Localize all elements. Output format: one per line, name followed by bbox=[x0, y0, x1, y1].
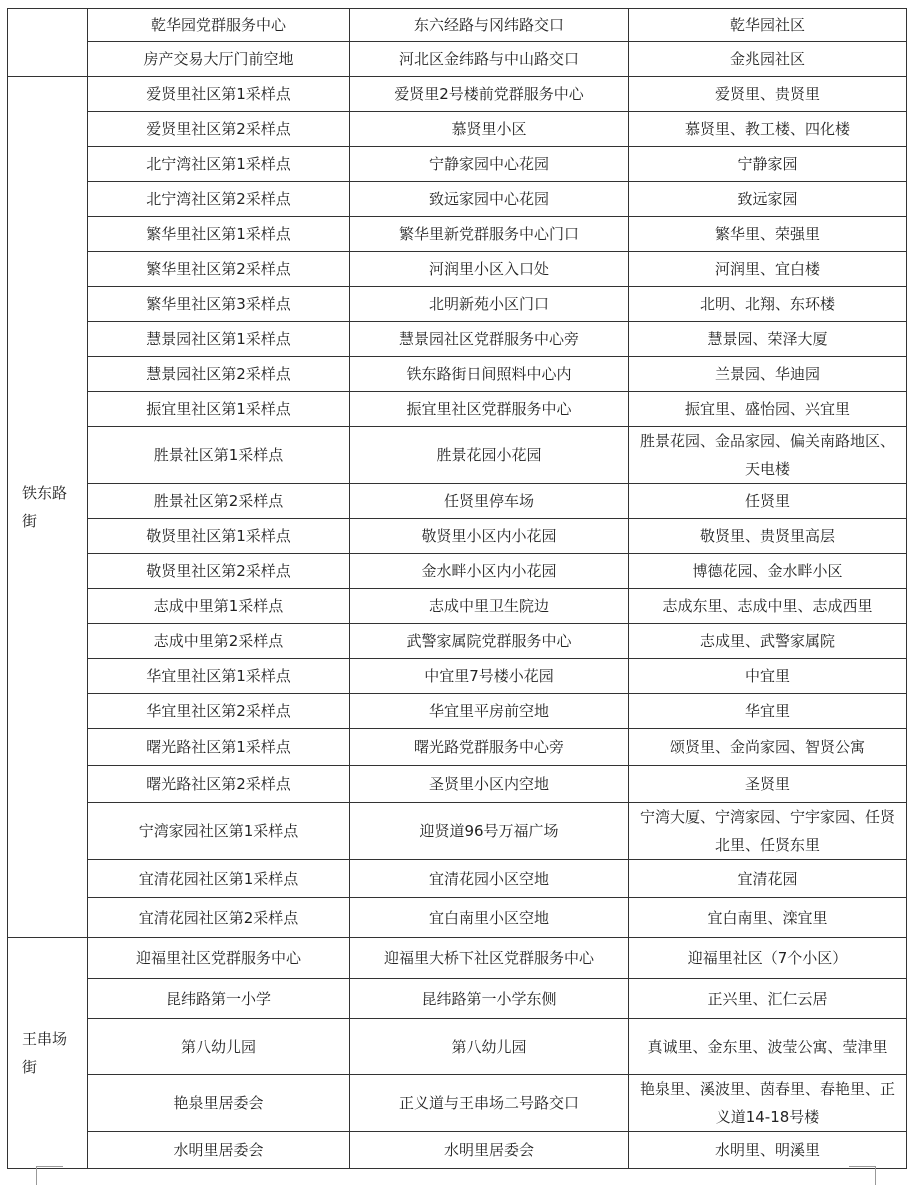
page-corner-mark-left bbox=[36, 1166, 63, 1185]
location-cell: 宁静家园中心花园 bbox=[350, 147, 629, 182]
coverage-area-cell: 中宜里 bbox=[629, 659, 907, 694]
table-row bbox=[8, 392, 907, 427]
table-row bbox=[8, 694, 907, 729]
location-cell: 金水畔小区内小花园 bbox=[350, 554, 629, 589]
location-cell: 宜白南里小区空地 bbox=[350, 898, 629, 938]
location-cell: 慧景园社区党群服务中心旁 bbox=[350, 322, 629, 357]
location-cell: 致远家园中心花园 bbox=[350, 182, 629, 217]
table-row bbox=[8, 1019, 907, 1075]
table-row bbox=[8, 624, 907, 659]
location-cell: 任贤里停车场 bbox=[350, 484, 629, 519]
table-row bbox=[8, 729, 907, 766]
sampling-point-cell: 华宜里社区第2采样点 bbox=[88, 694, 350, 729]
coverage-area-cell: 任贤里 bbox=[629, 484, 907, 519]
sampling-point-cell: 水明里居委会 bbox=[88, 1132, 350, 1169]
coverage-area-cell: 北明、北翔、东环楼 bbox=[629, 287, 907, 322]
sampling-point-cell: 敬贤里社区第2采样点 bbox=[88, 554, 350, 589]
sampling-point-cell: 繁华里社区第2采样点 bbox=[88, 252, 350, 287]
location-cell: 东六经路与冈纬路交口 bbox=[350, 9, 629, 42]
location-cell: 昆纬路第一小学东侧 bbox=[350, 979, 629, 1019]
coverage-area-cell: 圣贤里 bbox=[629, 766, 907, 803]
coverage-area-cell: 敬贤里、贵贤里高层 bbox=[629, 519, 907, 554]
coverage-area-cell: 爱贤里、贵贤里 bbox=[629, 77, 907, 112]
sampling-point-cell: 慧景园社区第2采样点 bbox=[88, 357, 350, 392]
table-row bbox=[8, 1075, 907, 1132]
location-cell: 繁华里新党群服务中心门口 bbox=[350, 217, 629, 252]
table-row bbox=[8, 766, 907, 803]
table-row bbox=[8, 898, 907, 938]
sampling-point-cell: 房产交易大厅门前空地 bbox=[88, 42, 350, 77]
coverage-area-cell: 宜清花园 bbox=[629, 860, 907, 898]
table-row bbox=[8, 322, 907, 357]
location-cell: 水明里居委会 bbox=[350, 1132, 629, 1169]
table-row bbox=[8, 427, 907, 484]
location-cell: 正义道与王串场二号路交口 bbox=[350, 1075, 629, 1132]
location-cell: 爱贤里2号楼前党群服务中心 bbox=[350, 77, 629, 112]
coverage-area-cell: 真诚里、金东里、波莹公寓、莹津里 bbox=[629, 1019, 907, 1075]
coverage-area-cell: 宜白南里、滦宜里 bbox=[629, 898, 907, 938]
sampling-point-cell: 艳泉里居委会 bbox=[88, 1075, 350, 1132]
table-row bbox=[8, 659, 907, 694]
location-cell: 慕贤里小区 bbox=[350, 112, 629, 147]
location-cell: 第八幼儿园 bbox=[350, 1019, 629, 1075]
page-corner-mark-right bbox=[849, 1166, 876, 1185]
table-row bbox=[8, 147, 907, 182]
table-row bbox=[8, 112, 907, 147]
sampling-point-cell: 华宜里社区第1采样点 bbox=[88, 659, 350, 694]
location-cell: 敬贤里小区内小花园 bbox=[350, 519, 629, 554]
street-name-cell-empty bbox=[8, 9, 88, 77]
coverage-area-cell: 志成里、武警家属院 bbox=[629, 624, 907, 659]
coverage-area-cell: 华宜里 bbox=[629, 694, 907, 729]
street-name-cell: 王串场街 bbox=[8, 938, 88, 1169]
location-cell: 迎贤道96号万福广场 bbox=[350, 803, 629, 860]
table-row bbox=[8, 287, 907, 322]
coverage-area-cell: 宁静家园 bbox=[629, 147, 907, 182]
coverage-area-cell: 颂贤里、金尚家园、智贤公寓 bbox=[629, 729, 907, 766]
sampling-sites-table bbox=[7, 8, 907, 1169]
location-cell: 宜清花园小区空地 bbox=[350, 860, 629, 898]
table-row bbox=[8, 979, 907, 1019]
sampling-point-cell: 爱贤里社区第2采样点 bbox=[88, 112, 350, 147]
table-row bbox=[8, 1132, 907, 1169]
coverage-area-cell: 志成东里、志成中里、志成西里 bbox=[629, 589, 907, 624]
coverage-area-cell: 胜景花园、金品家园、偏关南路地区、天电楼 bbox=[629, 427, 907, 484]
sampling-point-cell: 昆纬路第一小学 bbox=[88, 979, 350, 1019]
table-row bbox=[8, 803, 907, 860]
table-row bbox=[8, 357, 907, 392]
sampling-point-cell: 宁湾家园社区第1采样点 bbox=[88, 803, 350, 860]
sampling-point-cell: 志成中里第1采样点 bbox=[88, 589, 350, 624]
table-row bbox=[8, 9, 907, 42]
location-cell: 铁东路街日间照料中心内 bbox=[350, 357, 629, 392]
location-cell: 华宜里平房前空地 bbox=[350, 694, 629, 729]
sampling-point-cell: 胜景社区第2采样点 bbox=[88, 484, 350, 519]
coverage-area-cell: 繁华里、荣强里 bbox=[629, 217, 907, 252]
sampling-point-cell: 曙光路社区第2采样点 bbox=[88, 766, 350, 803]
coverage-area-cell: 河润里、宜白楼 bbox=[629, 252, 907, 287]
location-cell: 志成中里卫生院边 bbox=[350, 589, 629, 624]
location-cell: 北明新苑小区门口 bbox=[350, 287, 629, 322]
coverage-area-cell: 博德花园、金水畔小区 bbox=[629, 554, 907, 589]
location-cell: 武警家属院党群服务中心 bbox=[350, 624, 629, 659]
coverage-area-cell: 振宜里、盛怡园、兴宜里 bbox=[629, 392, 907, 427]
sampling-point-cell: 乾华园党群服务中心 bbox=[88, 9, 350, 42]
street-name-cell: 铁东路街 bbox=[8, 77, 88, 938]
coverage-area-cell: 乾华园社区 bbox=[629, 9, 907, 42]
coverage-area-cell: 水明里、明溪里 bbox=[629, 1132, 907, 1169]
sampling-point-cell: 胜景社区第1采样点 bbox=[88, 427, 350, 484]
sampling-point-cell: 第八幼儿园 bbox=[88, 1019, 350, 1075]
table-row bbox=[8, 252, 907, 287]
location-cell: 圣贤里小区内空地 bbox=[350, 766, 629, 803]
sampling-point-cell: 宜清花园社区第1采样点 bbox=[88, 860, 350, 898]
sampling-point-cell: 爱贤里社区第1采样点 bbox=[88, 77, 350, 112]
sampling-point-cell: 繁华里社区第1采样点 bbox=[88, 217, 350, 252]
table-row bbox=[8, 860, 907, 898]
table-row bbox=[8, 554, 907, 589]
location-cell: 胜景花园小花园 bbox=[350, 427, 629, 484]
sampling-point-cell: 北宁湾社区第2采样点 bbox=[88, 182, 350, 217]
location-cell: 振宜里社区党群服务中心 bbox=[350, 392, 629, 427]
table-row bbox=[8, 182, 907, 217]
coverage-area-cell: 艳泉里、溪波里、茵春里、春艳里、正义道14-18号楼 bbox=[629, 1075, 907, 1132]
location-cell: 迎福里大桥下社区党群服务中心 bbox=[350, 938, 629, 979]
coverage-area-cell: 宁湾大厦、宁湾家园、宁宇家园、任贤北里、任贤东里 bbox=[629, 803, 907, 860]
table-row bbox=[8, 589, 907, 624]
coverage-area-cell: 兰景园、华迪园 bbox=[629, 357, 907, 392]
location-cell: 曙光路党群服务中心旁 bbox=[350, 729, 629, 766]
sampling-point-cell: 迎福里社区党群服务中心 bbox=[88, 938, 350, 979]
sampling-point-cell: 志成中里第2采样点 bbox=[88, 624, 350, 659]
sampling-point-cell: 慧景园社区第1采样点 bbox=[88, 322, 350, 357]
coverage-area-cell: 慕贤里、教工楼、四化楼 bbox=[629, 112, 907, 147]
table-row bbox=[8, 42, 907, 77]
sampling-point-cell: 敬贤里社区第1采样点 bbox=[88, 519, 350, 554]
sampling-point-cell: 振宜里社区第1采样点 bbox=[88, 392, 350, 427]
sampling-point-cell: 宜清花园社区第2采样点 bbox=[88, 898, 350, 938]
location-cell: 河北区金纬路与中山路交口 bbox=[350, 42, 629, 77]
coverage-area-cell: 金兆园社区 bbox=[629, 42, 907, 77]
table-row bbox=[8, 938, 907, 979]
table-row bbox=[8, 519, 907, 554]
coverage-area-cell: 迎福里社区（7个小区） bbox=[629, 938, 907, 979]
coverage-area-cell: 致远家园 bbox=[629, 182, 907, 217]
table-row bbox=[8, 217, 907, 252]
sampling-point-cell: 北宁湾社区第1采样点 bbox=[88, 147, 350, 182]
coverage-area-cell: 慧景园、荣泽大厦 bbox=[629, 322, 907, 357]
sampling-point-cell: 曙光路社区第1采样点 bbox=[88, 729, 350, 766]
table-row bbox=[8, 484, 907, 519]
sampling-point-cell: 繁华里社区第3采样点 bbox=[88, 287, 350, 322]
location-cell: 中宜里7号楼小花园 bbox=[350, 659, 629, 694]
location-cell: 河润里小区入口处 bbox=[350, 252, 629, 287]
table-row bbox=[8, 77, 907, 112]
coverage-area-cell: 正兴里、汇仁云居 bbox=[629, 979, 907, 1019]
